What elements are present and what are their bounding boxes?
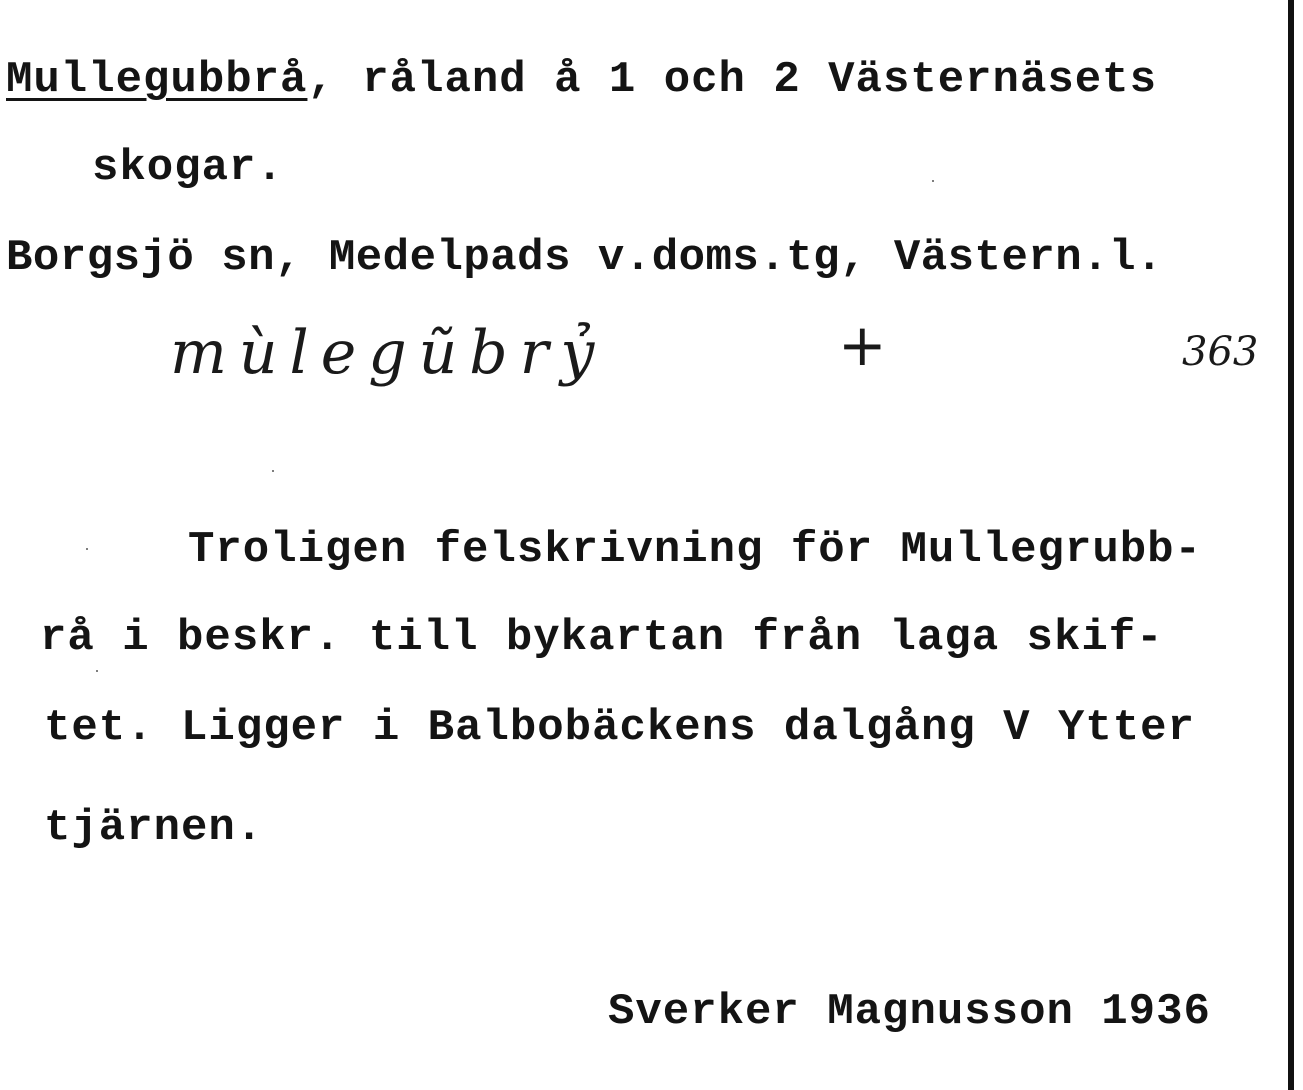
signature: Sverker Magnusson 1936: [608, 987, 1211, 1037]
location-line: Borgsjö sn, Medelpads v.doms.tg, Västern.l.: [6, 233, 1163, 283]
phonetic-transcription: mùlegũbrỷ: [170, 318, 607, 388]
heading-line-2: skogar.: [92, 143, 284, 193]
heading-line-1: [6, 55, 1157, 105]
note-line-4: tjärnen.: [44, 803, 264, 853]
paper-speck: [272, 470, 274, 472]
note-line-1: Troligen felskrivning för Mullegrubb-: [188, 525, 1202, 575]
headword: Mullegubbrå: [6, 55, 308, 105]
card-edge-line: [1288, 0, 1294, 1090]
paper-speck: [86, 548, 88, 550]
note-line-3: tet. Ligger i Balbobäckens dalgång V Ytter: [44, 703, 1195, 753]
card-number: 363: [1182, 329, 1259, 375]
paper-speck: [96, 670, 98, 672]
paper-speck: [932, 180, 934, 182]
note-line-2: rå i beskr. till bykartan från laga skif-: [40, 613, 1164, 663]
cross-mark: +: [838, 311, 887, 379]
heading-rest: , råland å 1 och 2 Västernäsets: [307, 55, 1157, 105]
